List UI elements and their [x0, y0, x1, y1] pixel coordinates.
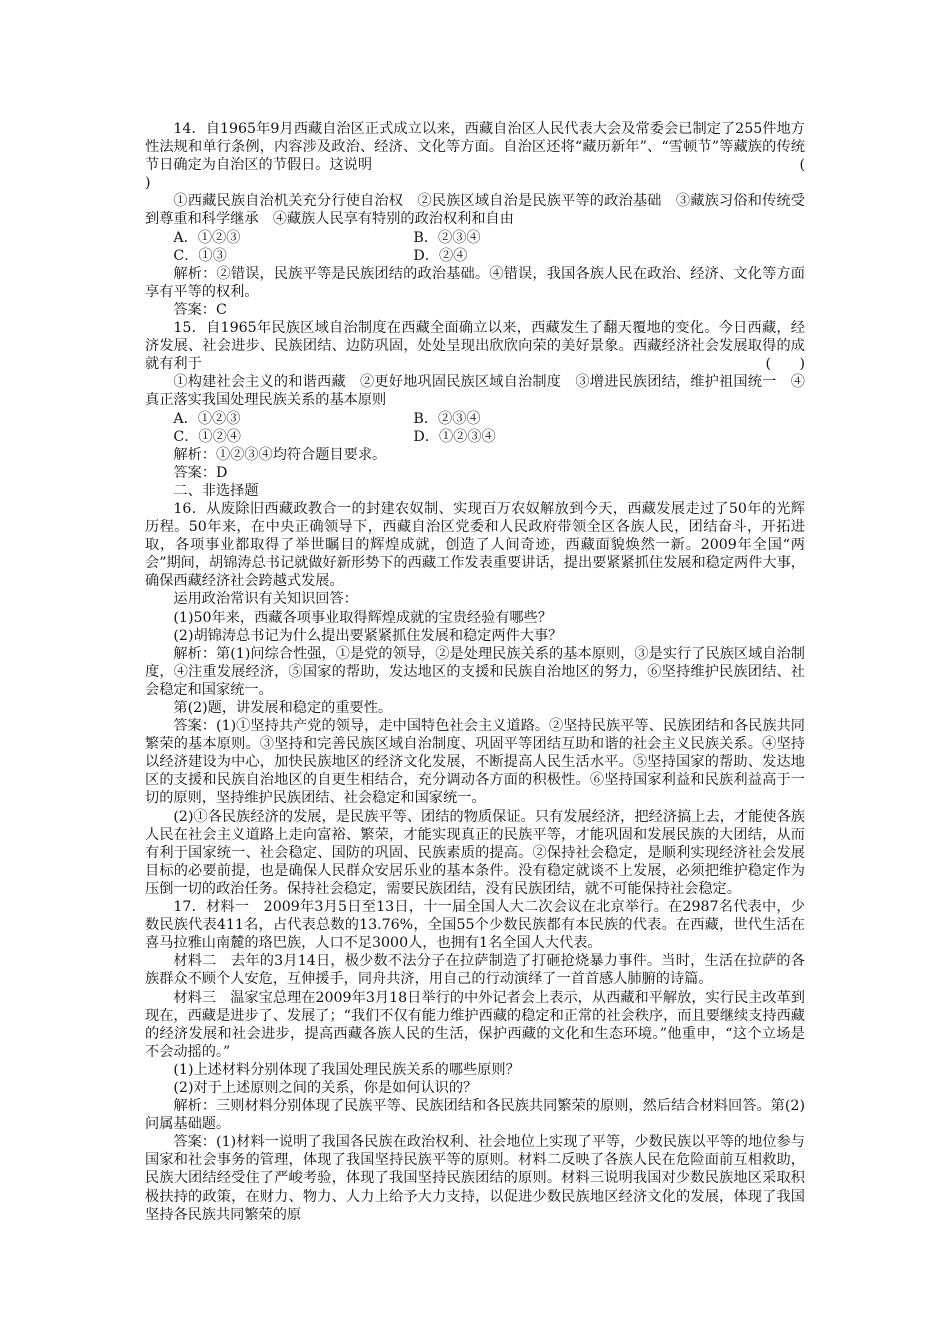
q15-analysis: 解析：①②③④均符合题目要求。: [173, 446, 387, 463]
q15-answer: 答案：D: [173, 464, 228, 481]
q15-option-a: A．①②③: [173, 410, 241, 427]
q15-options-row2: [145, 428, 805, 446]
q17-sub2: (2)对于上述原则之间的关系，你是如何认识的？: [173, 1079, 478, 1096]
q14-option-b: B．②③④: [413, 229, 481, 246]
q16-answer-1: 答案：(1)①坚持共产党的领导，走中国特色社会主义道路。②坚持民族平等、民族团结和各民族共同繁荣的基本原则。③坚持和完善民族区域自治制度、巩固平等团结互助和谐的社会主义民族关系。④坚持以经济建设为中心，加快民族地区的经济文化发展，不断提高人民生活水平。⑤坚持国家的帮助、发达地区的支援和民族自治地区的自更生相结合，充分调动各方面的积极性。⑥坚持国家利益和民族利益高于一切的原则，坚持维护民族团结、社会稳定和国家统一。: [145, 718, 805, 807]
q17-material-2: 材料二 去年的3月14日，极少数不法分子在拉萨制造了打砸抢烧暴力事件。当时，生活在拉萨的各族群众不顾个人安危，互伸援手，同舟共济，用自己的行动演绎了一首首感人肺腑的诗篇。: [145, 953, 805, 988]
q17-sub1: (1)上述材料分别体现了我国处理民族关系的哪些原则？: [173, 1061, 520, 1078]
q14-items: ①西藏民族自治机关充分行使自治权 ②民族区域自治是民族平等的政治基础 ③藏族习俗和传统受到尊重和科学继承 ④藏族人民享有特别的政治权利和自由: [145, 193, 805, 228]
document-page: [145, 120, 805, 1224]
q14-option-d: D．②④: [413, 247, 468, 264]
q14-option-a: A．①②③: [173, 229, 241, 246]
q15-options-row1: [145, 410, 805, 428]
q15-option-c: C．①②④: [173, 428, 241, 445]
q14-analysis: 解析：②错误，民族平等是民族团结的政治基础。④错误，我国各族人民在政治、经济、文化等方面享有平等的权利。: [145, 265, 805, 300]
q14-option-c: C．①③: [173, 247, 227, 264]
q15-stem: 15．自1965年民族区域自治制度在西藏全面确立以来，西藏发生了翻天覆地的变化。今日西藏，经济发展、社会进步、民族团结、边防巩固，处处呈现出欣欣向荣的美好景象。西藏经济社会发展取得的成就有利于 ( ): [145, 320, 805, 373]
q15-option-b: B．②③④: [413, 410, 481, 427]
q17-answer: 答案：(1)材料一说明了我国各民族在政治权利、社会地位上实现了平等，少数民族以平等的地位参与国家和社会事务的管理，体现了我国坚持民族平等的原则。材料二反映了各族人民在危险面前互相救助，民族大团结经受住了严峻考验，体现了我国坚持民族团结的原则。材料三说明我国对少数民族地区采取积极扶持的政策，在财力、物力、人力上给予大力支持，以促进少数民族地区经济文化的发展，体现了我国坚持各民族共同繁荣的原: [145, 1134, 805, 1223]
q14-options-row1: [145, 229, 805, 247]
q16-sub1: (1)50年来，西藏各项事业取得辉煌成就的宝贵经验有哪些？: [173, 609, 553, 626]
q16-answer-2: (2)①各民族经济的发展，是民族平等、团结的物质保证。只有发展经济，把经济搞上去，才能使各族人民在社会主义道路上走向富裕、繁荣，才能实现真正的民族平等，才能巩固和发展民族的大团结，从而有利于国家统一、社会稳定、国防的巩固、民族素质的提高。②保持社会稳定，是顺利实现经济社会发展目标的必要前提，也是确保人民群众安居乐业的基本条件。没有稳定就谈不上发展，必须把维护稳定作为压倒一切的政治任务。保持社会稳定，需要民族团结，没有民族团结，就不可能保持社会稳定。: [145, 808, 805, 897]
q15-paren: ( ): [765, 356, 805, 373]
q17-analysis: 解析：三则材料分别体现了民族平等、民族团结和各民族共同繁荣的原则，然后结合材料回答。第(2)问属基础题。: [145, 1098, 805, 1133]
q14-stem: 14．自1965年9月西藏自治区正式成立以来，西藏自治区人民代表大会及常委会已制定了255件地方性法规和单行条例，内容涉及政治、经济、文化等方面。自治区还将“藏历新年”、“雪顿节”等藏族的传统节日确定为自治区的节假日。这说明 (: [145, 121, 805, 174]
q15-items: ①构建社会主义的和谐西藏 ②更好地巩固民族区域自治制度 ③增进民族团结，维护祖国统一 ④真正落实我国处理民族关系的基本原则: [145, 374, 805, 409]
q16-sub2: (2)胡锦涛总书记为什么提出要紧紧抓住发展和稳定两件大事？: [173, 627, 563, 644]
q16-prompt: 运用政治常识有关知识回答：: [173, 591, 358, 608]
q14-options-row2: [145, 247, 805, 265]
section-heading: 二、非选择题: [173, 482, 259, 499]
q17-material-1: 17．材料一 2009年3月5日至13日，十一届全国人大二次会议在北京举行。在2987名代表中，少数民族代表411名，占代表总数的13.76%，全国55个少数民族都有本民族的代表。在西藏，世代生活在喜马拉雅山南麓的珞巴族，人口不足3000人，也拥有1名全国人大代表。: [145, 899, 805, 952]
q17-material-3: 材料三 温家宝总理在2009年3月18日举行的中外记者会上表示，从西藏和平解放，实行民主改革到现在，西藏是进步了、发展了；“我们不仅有能力维护西藏的稳定和正常的社会秩序，而且要继续支持西藏的经济发展和社会进步，提高西藏各族人民的生活，保护西藏的文化和生态环境。”他重申，“这个立场是不会动摇的。”: [145, 989, 805, 1060]
q16-analysis: 解析：第(1)问综合性强，①是党的领导，②是处理民族关系的基本原则，③是实行了民族区域自治制度，④注重发展经济，⑤国家的帮助，发达地区的支援和民族自治地区的努力，⑥坚持维护民族团结、社会稳定和国家统一。: [145, 645, 805, 698]
q14-paren-close: ): [145, 175, 151, 192]
q15-option-d: D．①②③④: [413, 428, 496, 445]
q16-stem: 16．从废除旧西藏政教合一的封建农奴制、实现百万农奴解放到今天，西藏发展走过了50年的光辉历程。50年来，在中央正确领导下，西藏自治区党委和人民政府带领全区各族人民，团结奋斗，开拓进取，各项事业都取得了举世瞩目的辉煌成就，创造了人间奇迹，西藏面貌焕然一新。2009年全国“两会”期间，胡锦涛总书记就做好新形势下的西藏工作发表重要讲话，提出要紧紧抓住发展和稳定两件大事，确保西藏经济社会跨越式发展。: [145, 500, 805, 590]
q14-answer: 答案：C: [173, 301, 227, 318]
q14-paren: (: [799, 157, 805, 174]
q16-analysis-2: 第(2)题，讲发展和稳定的重要性。: [173, 700, 393, 716]
